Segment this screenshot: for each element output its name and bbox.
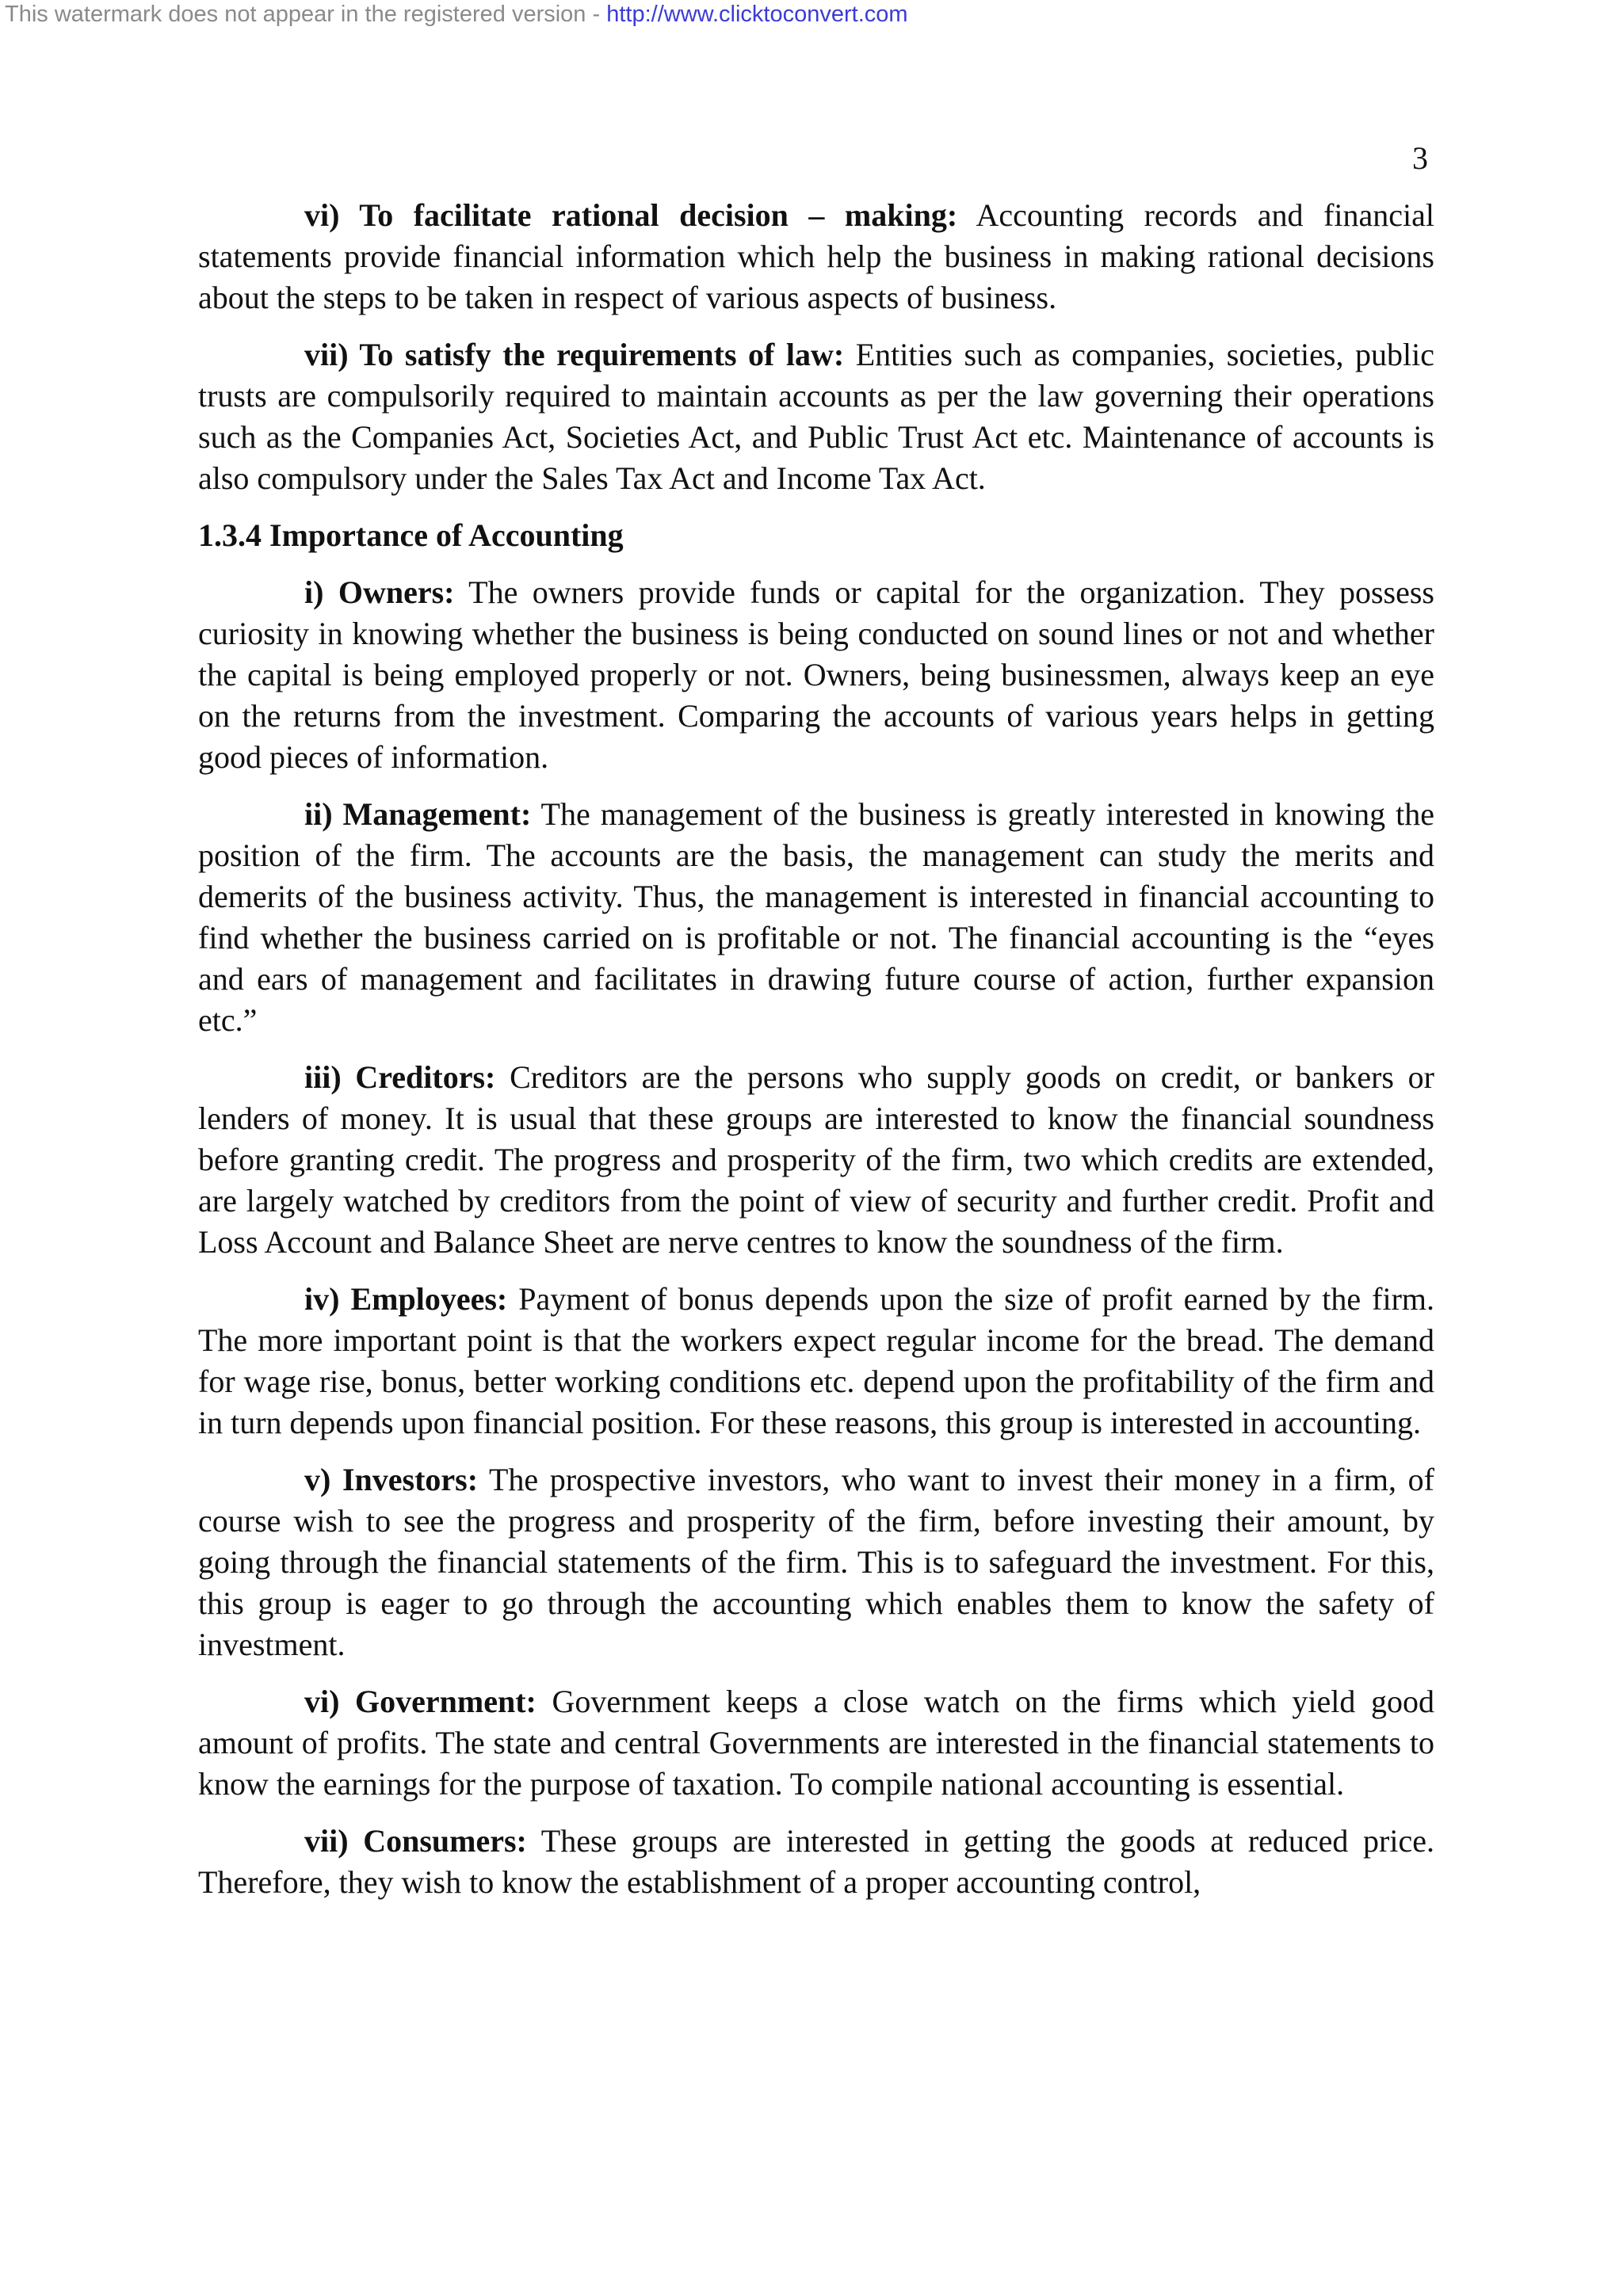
watermark-link[interactable]: http://www.clicktoconvert.com: [606, 2, 908, 27]
paragraph-body: The prospective investors, who want to invest their money in a firm, of course wish to see the progress and prosperity of the firm, before investing their amount, by going through the financial statements of the firm. This is to safeguard the investment. For this, this group is eager to go through the accounting which enables them to know the safety of investment.: [198, 1462, 1434, 1662]
paragraph-body: Creditors are the persons who supply goods on credit, or bankers or lenders of money. It is usual that these groups are interested to know the financial soundness before granting credit. The progress and prosperity of the firm, two which credits are extended, are largely watched by creditors from the point of view of security and further credit. Profit and Loss Account and Balance Sheet are nerve centres to know the soundness of the firm.: [198, 1059, 1434, 1260]
page-content: [198, 195, 1434, 1919]
watermark-text: This watermark does not appear in the registered version -: [5, 2, 607, 27]
importance-paragraph-owners: [198, 572, 1434, 778]
importance-paragraph-management: [198, 794, 1434, 1041]
paragraph-body: These groups are interested in getting the goods at reduced price. Therefore, they wish to know the establishment of a proper accounting control,: [198, 1823, 1434, 1900]
paragraph-body: Entities such as companies, societies, public trusts are compulsorily required to maintain accounts as per the law governing their operations such as the Companies Act, Societies Act, and Public Trust Act etc. Maintenance of accounts is also compulsory under the Sales Tax Act and Income Tax Act.: [198, 337, 1434, 496]
paragraph-heading: vii) Consumers:: [304, 1823, 527, 1859]
paragraph-body: The management of the business is greatly interested in knowing the position of the firm. The accounts are the basis, the management can study the merits and demerits of the business activity. Thus, the management is interested in financial accounting to find whether the business carried on is profitable or not. The financial accounting is the “eyes and ears of management and facilitates in drawing future course of action, further expansion etc.”: [198, 796, 1434, 1038]
importance-paragraph-investors: [198, 1459, 1434, 1665]
importance-paragraph-creditors: [198, 1057, 1434, 1263]
paragraph-heading: ii) Management:: [304, 796, 532, 832]
paragraph-heading: iii) Creditors:: [304, 1059, 496, 1095]
watermark-banner: [5, 0, 908, 29]
paragraph-heading: v) Investors:: [304, 1462, 479, 1497]
page-number: 3: [1412, 140, 1428, 176]
importance-paragraph-government: [198, 1681, 1434, 1805]
paragraph-body: Government keeps a close watch on the firms which yield good amount of profits. The state and central Governments are interested in the financial statements to know the earnings for the purpose of taxation. To compile national accounting is essential.: [198, 1684, 1435, 1802]
paragraph-body: Accounting records and financial statements provide financial information which help the business in making rational decisions about the steps to be taken in respect of various aspects of business.: [198, 197, 1434, 315]
objective-paragraph-decision-making: [198, 195, 1434, 318]
paragraph-body: The owners provide funds or capital for the organization. They possess curiosity in knowing whether the business is being conducted on sound lines or not and whether the capital is being employed properly or not. Owners, being businessmen, always keep an eye on the returns from the investment. Comparing the accounts of various years helps in getting good pieces of information.: [198, 574, 1434, 775]
paragraph-heading: iv) Employees:: [304, 1281, 508, 1317]
importance-paragraph-consumers: [198, 1821, 1434, 1903]
paragraph-heading: vi) To facilitate rational decision – making:: [304, 197, 958, 233]
objective-paragraph-requirements-of-law: [198, 334, 1434, 499]
paragraph-heading: vi) Government:: [304, 1684, 537, 1719]
paragraph-heading: vii) To satisfy the requirements of law:: [304, 337, 845, 372]
importance-paragraph-employees: [198, 1279, 1434, 1444]
paragraph-heading: i) Owners:: [304, 574, 455, 610]
section-heading-importance-of-accounting: 1.3.4 Importance of Accounting: [198, 517, 624, 553]
paragraph-body: Payment of bonus depends upon the size of profit earned by the firm. The more important point is that the workers expect regular income for the bread. The demand for wage rise, bonus, better working conditions etc. depend upon the profitability of the firm and in turn depends upon financial position. For these reasons, this group is interested in accounting.: [198, 1281, 1435, 1440]
